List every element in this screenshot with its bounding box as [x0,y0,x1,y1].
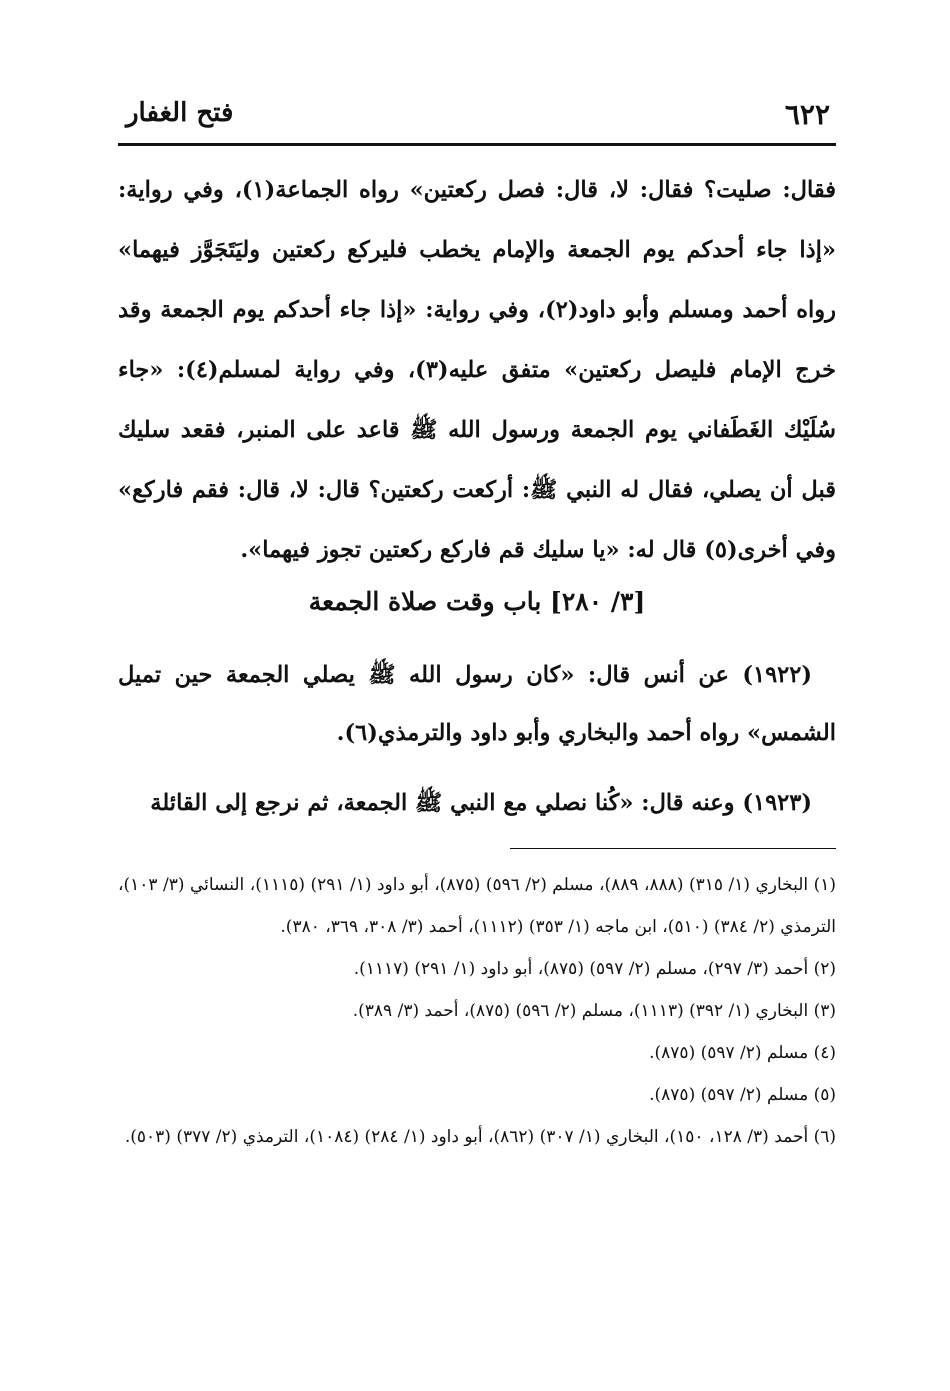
hadith-list [118,646,836,844]
chapter-heading: [٣/ ٢٨٠] باب وقت صلاة الجمعة [308,587,646,616]
main-text [118,160,836,580]
footnotes [118,864,836,1158]
header-rule [118,143,836,146]
footnote-6: (٦) أحمد (٣/ ١٢٨، ١٥٠)، البخاري (١/ ٣٠٧) (٨٦٢)، أبو داود (١/ ٢٨٤) (١٠٨٤)، الترمذي (٢/ ٣٧٧) (٥٠٣). [124,1127,836,1147]
running-title: فتح الغفار [126,98,234,128]
page-number: ٦٢٢ [784,98,830,131]
footnote-2: (٢) أحمد (٣/ ٢٩٧)، مسلم (٢/ ٥٩٧) (٨٧٥)، أبو داود (١/ ٢٩١) (١١١٧). [353,959,836,979]
body-paragraph: فقال: صليت؟ فقال: لا، قال: فصل ركعتين» رواه الجماعة(١)، وفي رواية: «إذا جاء أحدكم يوم الجمعة والإمام يخطب فليركع ركعتين وليَتَجَوَّز فيهما» رواه أحمد ومسلم وأبو داود(٢)، وفي رواية: «إذا جاء أحدكم يوم الجمعة وقد خرج الإمام فليصل ركعتين» متفق عليه(٣)، وفي رواية لمسلم(٤): «جاء سُلَيْك الغَطَفاني يوم الجمعة ورسول الله ﷺ قاعد على المنبر، فقعد سليك قبل أن يصلي، فقال له النبي ﷺ: أركعت ركعتين؟ قال: لا، قال: فقم فاركع» وفي أخرى(٥) قال له: «يا سليك قم فاركع ركعتين تجوز فيهما». [118,177,837,563]
footnote-3: (٣) البخاري (١/ ٣٩٢) (١١١٣)، مسلم (٢/ ٥٩٦) (٨٧٥)، أحمد (٣/ ٣٨٩). [352,1001,836,1021]
page-header [118,96,836,140]
footnote-1: (١) البخاري (١/ ٣١٥) (٨٨٨، ٨٨٩)، مسلم (٢/ ٥٩٦) (٨٧٥)، أبو داود (١/ ٢٩١) (١١١٥)، النسائي (٣/ ١٠٣)، الترمذي (٢/ ٣٨٤) (٥١٠)، ابن ماجه (١/ ٣٥٣) (١١١٢)، أحمد (٣/ ٣٠٨، ٣٦٩، ٣٨٠). [118,875,837,937]
footnote-rule [510,848,836,849]
hadith-1923: (١٩٢٣) وعنه قال: «كُنا نصلي مع النبي ﷺ الجمعة، ثم نرجع إلى القائلة [150,790,812,816]
footnote-5: (٥) مسلم (٢/ ٥٩٧) (٨٧٥). [649,1085,836,1105]
hadith-1922: (١٩٢٢) عن أنس قال: «كان رسول الله ﷺ يصلي الجمعة حين تميل الشمس» رواه أحمد والبخاري وأبو داود والترمذي(٦). [118,662,836,746]
footnote-4: (٤) مسلم (٢/ ٥٩٧) (٨٧٥). [649,1043,836,1063]
